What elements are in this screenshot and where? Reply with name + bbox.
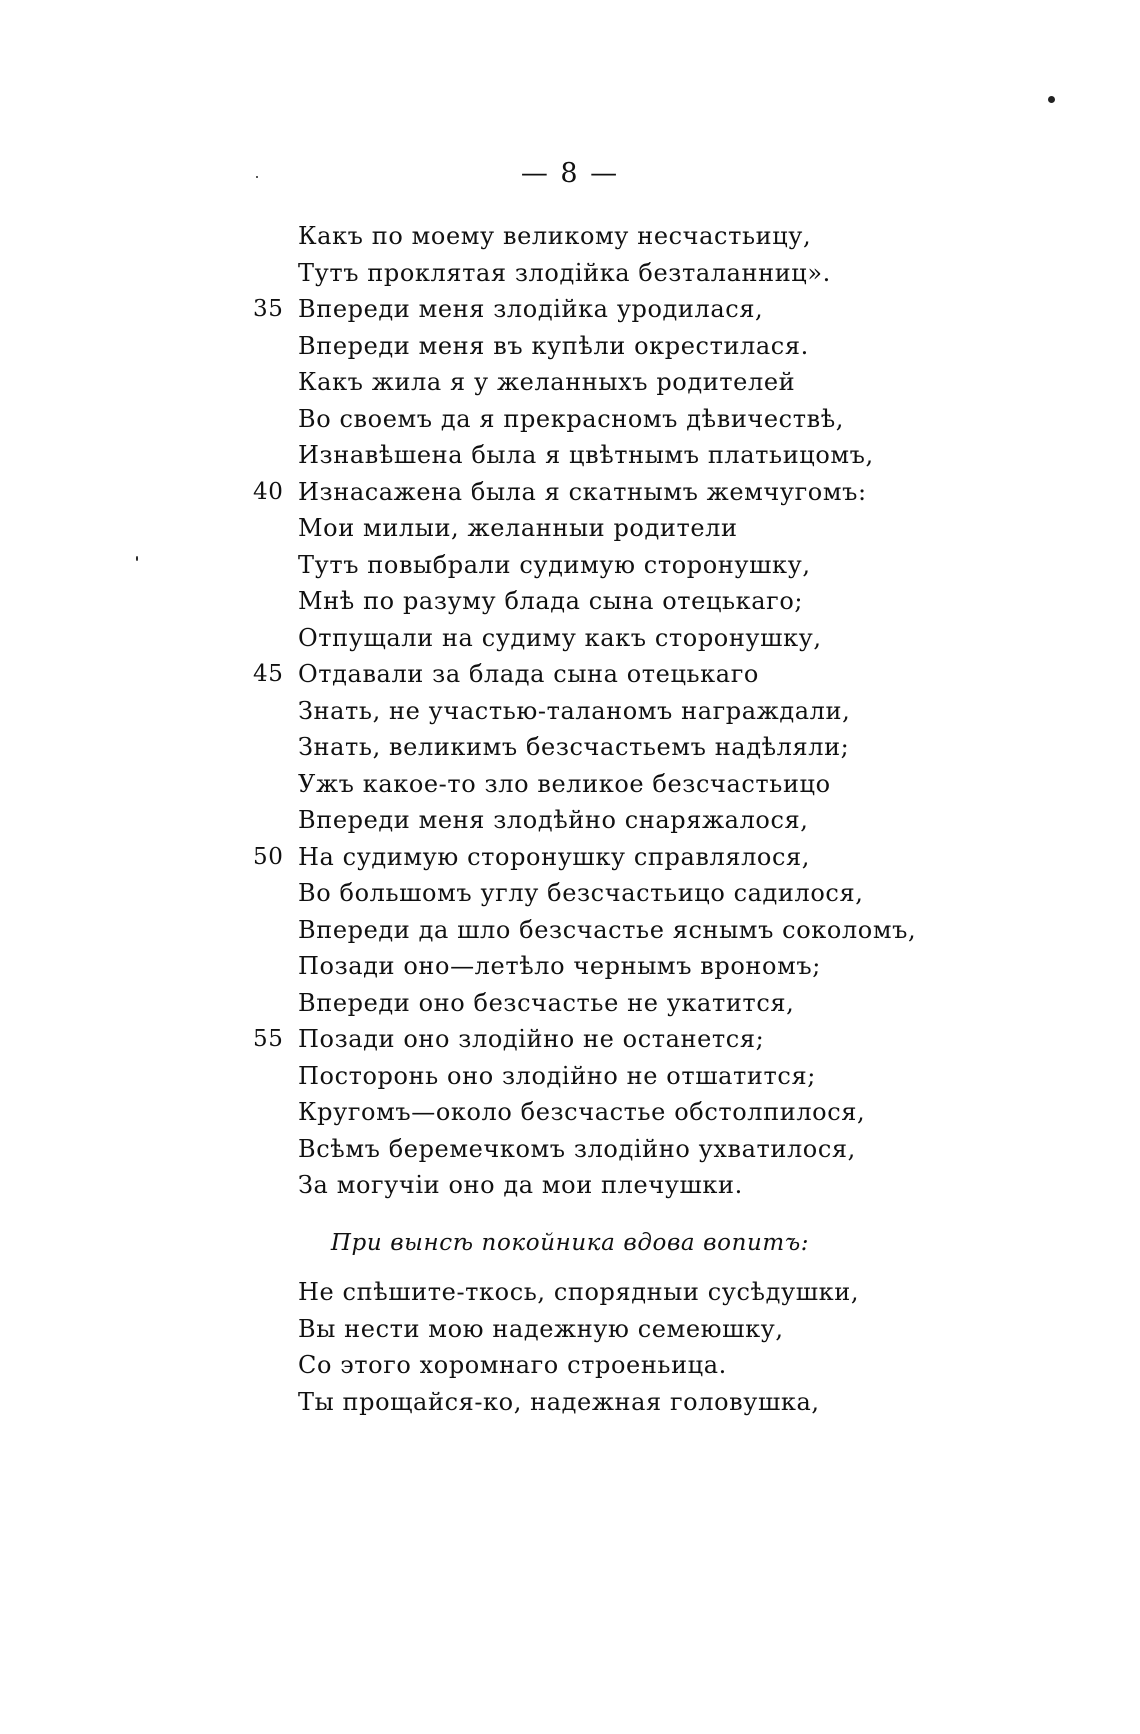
- verse-line: [250, 583, 1010, 620]
- verse-line: [250, 1347, 1010, 1384]
- verse-line-text: Изнасажена была я скатнымъ жемчугомъ:: [298, 477, 867, 506]
- verse-line-text: Ужъ какое-то зло великое безсчастьицо: [298, 769, 831, 798]
- ink-speck: [256, 176, 258, 178]
- verse-line: [250, 218, 1010, 255]
- verse-line-text: Позади оно злодійно не останется;: [298, 1025, 765, 1053]
- verse-line: [250, 437, 1010, 474]
- verse-line: [250, 1274, 1010, 1311]
- verse-line: [250, 255, 1010, 292]
- verse-line-text: Мои милыи, желанныи родители: [298, 514, 738, 542]
- verse-block: [250, 218, 1010, 1204]
- verse-line: [250, 1167, 1010, 1204]
- verse-line-text: Во своемъ да я прекрасномъ дѣвичествѣ,: [298, 404, 845, 433]
- verse-line-text: Тутъ проклятая злодійка безталанниц».: [298, 258, 831, 287]
- verse-line-text: Какъ по моему великому несчастьицу,: [298, 222, 812, 250]
- ink-speck: [1048, 96, 1055, 103]
- verse-line: [250, 802, 1010, 839]
- line-number: 35: [253, 296, 284, 322]
- verse-line-text: Отдавали за блада сына отецькаго: [298, 660, 759, 688]
- line-number: 55: [253, 1026, 284, 1052]
- verse-line: [250, 875, 1010, 912]
- verse-line: [250, 656, 1010, 693]
- verse-line-text: Отпущали на судиму какъ сторонушку,: [298, 623, 822, 652]
- verse-line: [250, 474, 1010, 511]
- verse-line-text: Во большомъ углу безсчастьицо садилося,: [298, 879, 864, 907]
- line-number: 45: [253, 661, 284, 687]
- verse-line: [250, 510, 1010, 547]
- verse-line: [250, 839, 1010, 876]
- verse-line: [250, 1384, 1010, 1421]
- verse-line: [250, 1311, 1010, 1348]
- verse-line-text: Со этого хоромнаго строеньица.: [298, 1351, 727, 1379]
- verse-line: [250, 912, 1010, 949]
- ink-speck: [136, 556, 138, 561]
- verse-line: [250, 291, 1010, 328]
- verse-line: [250, 1021, 1010, 1058]
- verse-line: [250, 948, 1010, 985]
- line-number: 40: [253, 478, 284, 505]
- verse-line: [250, 985, 1010, 1022]
- verse-line: [250, 729, 1010, 766]
- verse-line-text: Впереди меня злодѣйно снаряжалося,: [298, 806, 809, 834]
- line-number: 50: [253, 843, 284, 870]
- verse-line: [250, 620, 1010, 657]
- verse-line-text: Посторонь оно злодійно не отшатится;: [298, 1061, 816, 1090]
- verse-line-text: На судимую сторонушку справлялося,: [298, 842, 810, 871]
- verse-line-text: Ты прощайся-ко, надежная головушка,: [298, 1387, 820, 1416]
- verse-line-text: Не спѣшите-ткось, спорядныи сусѣдушки,: [298, 1278, 860, 1306]
- verse-line: [250, 693, 1010, 730]
- verse-line-text: Впереди меня злодійка уродилася,: [298, 295, 764, 323]
- verse-line-text: Позади оно—летѣло чернымъ врономъ;: [298, 952, 821, 980]
- verse-line-text: Знать, не участью-таланомъ награждали,: [298, 696, 851, 725]
- verse-line-text: Кругомъ—около безсчастье обстолпилося,: [298, 1098, 866, 1126]
- verse-block-continued: [250, 1274, 1010, 1420]
- verse-line: [250, 766, 1010, 803]
- verse-line-text: Впереди да шло безсчастье яснымъ соколомъ,: [298, 915, 917, 944]
- verse-line: [250, 364, 1010, 401]
- stage-direction: При вынсѣ покойника вдова вопитъ:: [330, 1230, 810, 1256]
- verse-line-text: Тутъ повыбрали судимую сторонушку,: [298, 550, 811, 579]
- verse-line: [250, 401, 1010, 438]
- page-number: — 8 —: [520, 158, 620, 189]
- verse-line-text: За могучіи оно да мои плечушки.: [298, 1171, 743, 1199]
- verse-line: [250, 1131, 1010, 1168]
- verse-line-text: Всѣмъ беремечкомъ злодійно ухватилося,: [298, 1134, 856, 1163]
- verse-line-text: Вы нести мою надежную семеюшку,: [298, 1314, 784, 1343]
- verse-line: [250, 328, 1010, 365]
- verse-line-text: Мнѣ по разуму блада сына отецькаго;: [298, 587, 804, 615]
- verse-line-text: Впереди меня въ купѣли окрестилася.: [298, 331, 809, 360]
- verse-line: [250, 1094, 1010, 1131]
- verse-line: [250, 547, 1010, 584]
- verse-line-text: Знать, великимъ безсчастьемъ надѣляли;: [298, 733, 850, 761]
- verse-line-text: Какъ жила я у желанныхъ родителей: [298, 368, 796, 396]
- verse-line: [250, 1058, 1010, 1095]
- verse-line-text: Впереди оно безсчастье не укатится,: [298, 988, 795, 1017]
- verse-line-text: Изнавѣшена была я цвѣтнымъ платьицомъ,: [298, 441, 874, 469]
